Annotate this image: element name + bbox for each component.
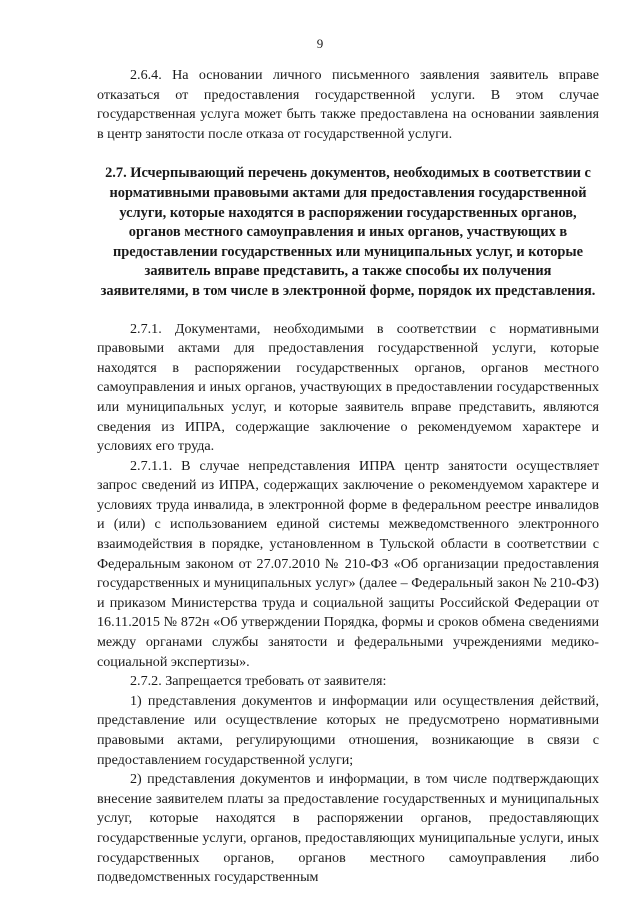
page-number: 9 (316, 36, 324, 51)
list-item-1: 1) представления документов и информации или осуществления действий, представление или осуществление которых не предусмотрено нормативными правовыми актами, регулирующими отношения, возникающие в связи с предоставлением государственной услуги; (97, 692, 599, 768)
paragraph-2-7-1: 2.7.1. Документами, необходимыми в соответствии с нормативными правовыми актами для предоставления государственной услуги, которые находятся в распоряжении государственных органов, органов местного самоуправления и иных органов, участвующих в предоставлении государственных или муниципальных услуг, и которые заявитель вправе представить, являются сведения из ИПРА, содержащие заключение о рекомендуемом характере и условиях его труда. (97, 320, 599, 455)
section-heading-2-7: 2.7. Исчерпывающий перечень документов, необходимых в соответствии с нормативными правовыми актами для предоставления государственной услуги, которые находятся в распоряжении государственных органов, органов местного самоуправления и иных органов, участвующих в предоставлении государственных или муниципальных услуг, и которые заявитель вправе представить, а также способы их получения заявителями, в том числе в электронной форме, порядок их представления. (100, 165, 596, 299)
list-item-2: 2) представления документов и информации, в том числе подтверждающих внесение заявителем платы за предоставление государственных и муниципальных услуг, которые находятся в распоряжении органов, предоставляющих государственные услуги, органов, предоставляющих муниципальные услуги, иных государственных органов, органов местного самоуправления либо подведомственных государственным (97, 771, 599, 886)
paragraph-2-7-2: 2.7.2. Запрещается требовать от заявителя: (130, 673, 387, 690)
document-body (97, 66, 599, 888)
paragraph-2-6-4: 2.6.4. На основании личного письменного заявления заявитель вправе отказаться от предоставления государственной услуги. В этом случае государственная услуга может быть также предоставлена на основании заявления в центр занятости после отказа от государственной услуги. (97, 67, 599, 142)
paragraph-2-7-1-1: 2.7.1.1. В случае непредставления ИПРА центр занятости осуществляет запрос сведений из ИПРА, содержащих заключение о рекомендуемом характере и условиях труда инвалида, в электронной форме в федеральном реестре инвалидов и (или) с использованием единой системы межведомственного электронного взаимодействия в порядке, установленном в Тульской области в соответствии с Федеральным законом от 27.07.2010 № 210-ФЗ «Об организации предоставления государственных и муниципальных услуг» (далее – Федеральный закон № 210-ФЗ) и приказом Министерства труда и социальной защиты Российской Федерации от 16.11.2015 № 872н «Об утверждении Порядка, формы и сроков обмена сведениями между органами службы занятости и федеральными учреждениями медико-социальной экспертизы». (97, 457, 599, 670)
